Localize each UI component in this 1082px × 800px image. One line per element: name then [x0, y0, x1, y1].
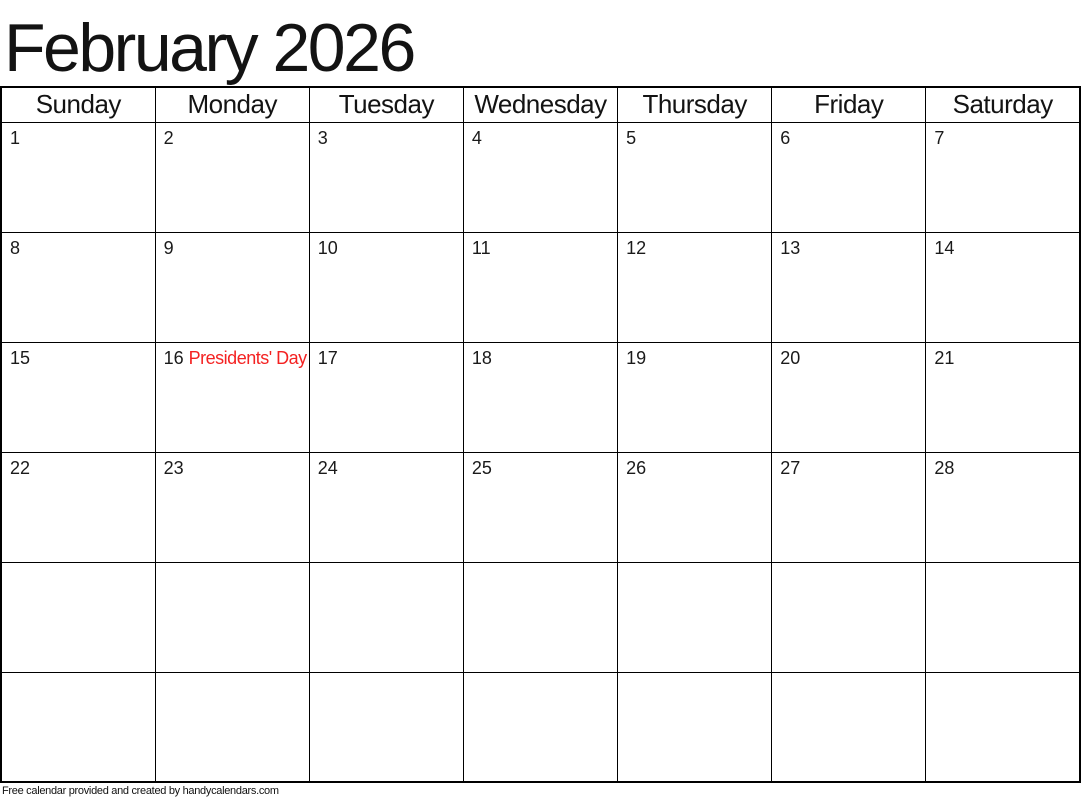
day-cell — [926, 232, 1080, 342]
day-number: 10 — [317, 237, 338, 258]
day-number: 7 — [934, 127, 945, 148]
week-row-6-empty — [1, 672, 1080, 782]
day-cell-presidents-day — [155, 342, 309, 452]
day-cell — [618, 232, 772, 342]
day-cell — [155, 232, 309, 342]
day-number: 20 — [780, 347, 801, 368]
day-number: 25 — [471, 457, 492, 478]
empty-day-cell — [926, 672, 1080, 782]
day-number: 18 — [471, 347, 492, 368]
day-number: 13 — [780, 237, 801, 258]
day-number: 3 — [317, 127, 328, 148]
holiday-label: Presidents' Day — [188, 347, 307, 368]
weekday-header-saturday: Saturday — [926, 87, 1080, 122]
empty-day-cell — [463, 562, 617, 672]
day-number: 28 — [934, 457, 955, 478]
day-number: 2 — [163, 127, 174, 148]
day-number: 16 — [163, 347, 184, 368]
empty-day-cell — [309, 672, 463, 782]
empty-day-cell — [155, 672, 309, 782]
weekday-header-friday: Friday — [772, 87, 926, 122]
day-number: 19 — [626, 347, 647, 368]
day-cell — [463, 452, 617, 562]
weekday-header-wednesday: Wednesday — [463, 87, 617, 122]
day-cell — [772, 342, 926, 452]
day-cell — [309, 452, 463, 562]
empty-day-cell — [618, 672, 772, 782]
day-number: 27 — [780, 457, 801, 478]
weekday-header-monday: Monday — [155, 87, 309, 122]
empty-day-cell — [155, 562, 309, 672]
day-number: 23 — [163, 457, 184, 478]
day-number: 11 — [471, 237, 491, 258]
day-number: 12 — [626, 237, 647, 258]
week-row-1 — [1, 122, 1080, 232]
week-row-3 — [1, 342, 1080, 452]
weekday-header-row — [1, 87, 1080, 122]
day-cell — [309, 342, 463, 452]
empty-day-cell — [772, 562, 926, 672]
empty-day-cell — [1, 562, 155, 672]
day-number: 22 — [10, 457, 31, 478]
calendar-grid — [0, 86, 1081, 783]
day-cell — [772, 232, 926, 342]
empty-day-cell — [309, 562, 463, 672]
day-cell — [309, 122, 463, 232]
day-cell — [463, 122, 617, 232]
empty-day-cell — [926, 562, 1080, 672]
day-cell — [926, 122, 1080, 232]
empty-day-cell — [463, 672, 617, 782]
week-row-4 — [1, 452, 1080, 562]
day-number: 24 — [317, 457, 338, 478]
day-cell — [618, 452, 772, 562]
day-number: 8 — [10, 237, 21, 258]
week-row-5-empty — [1, 562, 1080, 672]
empty-day-cell — [618, 562, 772, 672]
day-cell — [155, 452, 309, 562]
day-cell — [926, 452, 1080, 562]
day-number: 6 — [780, 127, 791, 148]
day-cell — [772, 122, 926, 232]
day-cell — [1, 232, 155, 342]
day-cell — [1, 342, 155, 452]
day-cell — [772, 452, 926, 562]
day-cell — [618, 122, 772, 232]
empty-day-cell — [772, 672, 926, 782]
weekday-header-thursday: Thursday — [618, 87, 772, 122]
empty-day-cell — [1, 672, 155, 782]
calendar-title: February 2026 — [4, 10, 414, 86]
day-number: 26 — [626, 457, 647, 478]
week-row-2 — [1, 232, 1080, 342]
day-cell — [926, 342, 1080, 452]
weekday-header-sunday: Sunday — [1, 87, 155, 122]
day-number: 5 — [626, 127, 637, 148]
day-cell — [463, 232, 617, 342]
day-cell — [309, 232, 463, 342]
day-number: 4 — [471, 127, 482, 148]
footer-credit: Free calendar provided and created by handycalendars.com — [2, 785, 279, 797]
day-number: 9 — [163, 237, 174, 258]
day-number: 17 — [317, 347, 338, 368]
day-number: 1 — [10, 127, 21, 148]
day-cell — [1, 122, 155, 232]
day-number: 14 — [934, 237, 955, 258]
weekday-header-tuesday: Tuesday — [309, 87, 463, 122]
day-cell — [463, 342, 617, 452]
day-cell — [155, 122, 309, 232]
day-cell — [1, 452, 155, 562]
day-cell — [618, 342, 772, 452]
day-number: 15 — [10, 347, 31, 368]
day-number: 21 — [934, 347, 955, 368]
